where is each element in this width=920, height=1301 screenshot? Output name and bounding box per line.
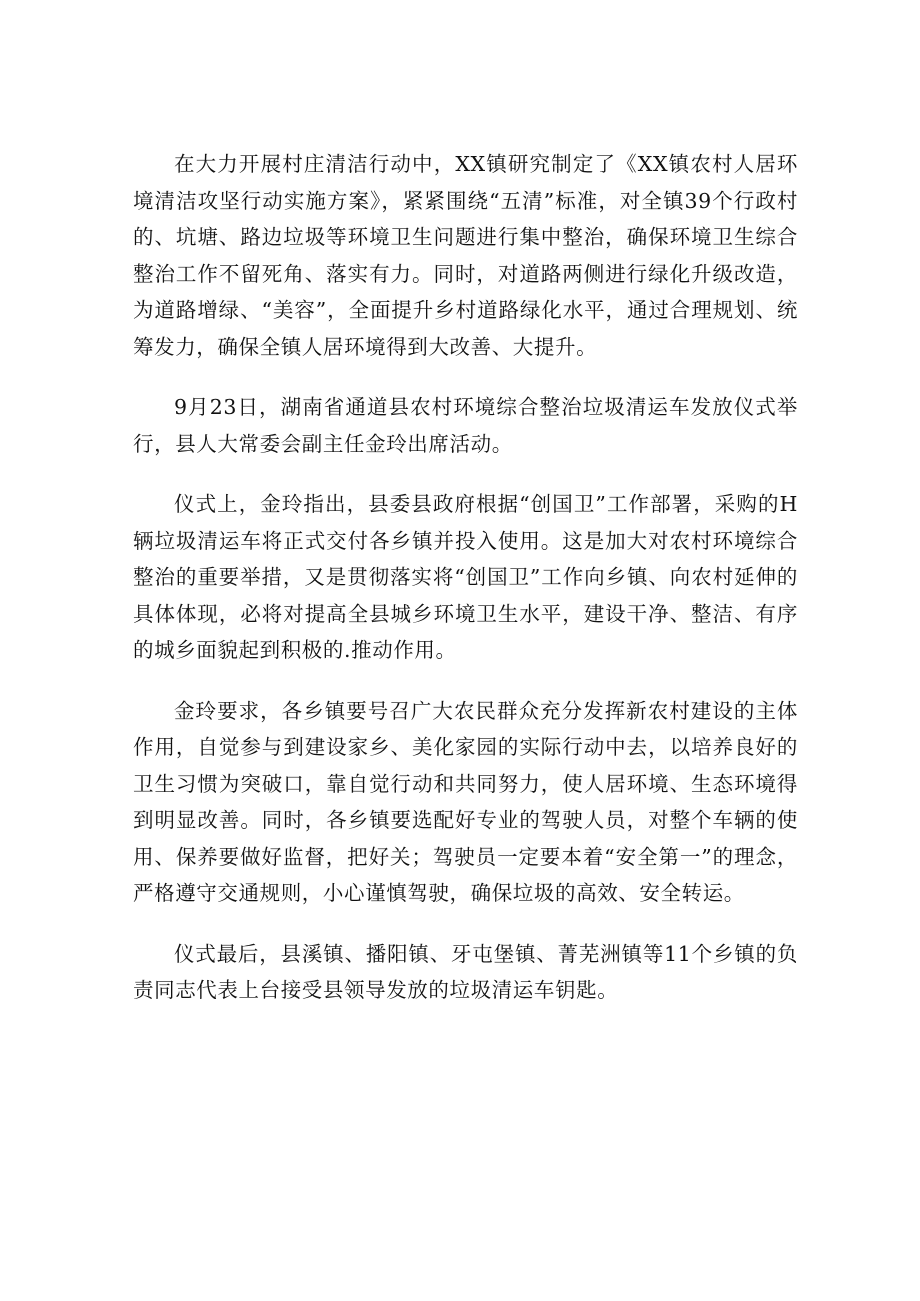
paragraph-ceremony-remarks: 仪式上，金玲指出，县委县政府根据“创国卫”工作部署，采购的H辆垃圾清运车将正式交付各乡镇并投入使用。这是加大对农村环境综合整治的重要举措，又是贯彻落实将“创国卫”工作向乡镇、向农村延伸的具体体现，必将对提高全县城乡环境卫生水平，建设干净、整洁、有序的城乡面貌起到积极的.推动作用。 (133, 492, 798, 662)
document-body (133, 146, 798, 1033)
paragraph-key-handover: 仪式最后，县溪镇、播阳镇、牙屯堡镇、菁芜洲镇等11个乡镇的负责同志代表上台接受县领导发放的垃圾清运车钥匙。 (133, 941, 798, 1002)
paragraph-requirements: 金玲要求，各乡镇要号召广大农民群众充分发挥新农村建设的主体作用，自觉参与到建设家乡、美化家园的实际行动中去，以培养良好的卫生习惯为突破口，靠自觉行动和共同努力，使人居环境、生态环境得到明显改善。同时，各乡镇要选配好专业的驾驶人员，对整个车辆的使用、保养要做好监督，把好关；驾驶员一定要本着“安全第一”的理念，严格遵守交通规则，小心谨慎驾驶，确保垃圾的高效、安全转运。 (133, 698, 798, 905)
paragraph-ceremony-date: 9月23日，湖南省通道县农村环境综合整治垃圾清运车发放仪式举行，县人大常委会副主任金玲出席活动。 (133, 395, 798, 456)
paragraph-cleanup-action: 在大力开展村庄清洁行动中，XX镇研究制定了《XX镇农村人居环境清洁攻坚行动实施方案》，紧紧围绕“五清”标准，对全镇39个行政村的、坑塘、路边垃圾等环境卫生问题进行集中整治，确保环境卫生综合整治工作不留死角、落实有力。同时，对道路两侧进行绿化升级改造，为道路增绿、“美容”，全面提升乡村道路绿化水平，通过合理规划、统筹发力，确保全镇人居环境得到大改善、大提升。 (133, 152, 798, 359)
